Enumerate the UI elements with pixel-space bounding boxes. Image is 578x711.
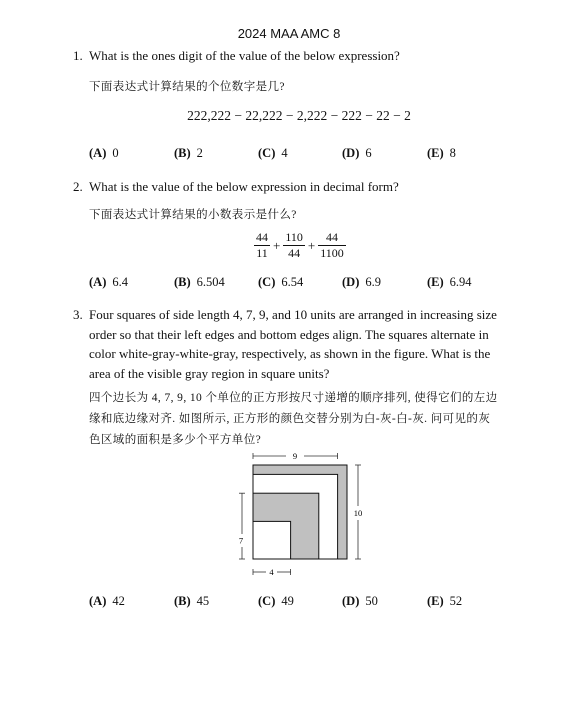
question-1-choices bbox=[0, 146, 578, 164]
question-2-expression: $\frac{44}{11}$ + $\frac{110}{44}$ + $\frac{44}{1100}$ bbox=[256, 230, 344, 260]
label-top: 9 bbox=[292, 451, 298, 461]
choice-b[interactable]: (B) 6.504 bbox=[174, 275, 225, 289]
choice-a[interactable]: (A) 6.4 bbox=[89, 275, 128, 289]
dimension-right bbox=[354, 465, 363, 559]
question-3-chinese: 四个边长为 4, 7, 9, 10 个单位的正方形按尺寸递增的顺序排列, 使得它们的左边 缘和底边缘对齐. 如图所示, 正方形的颜色交替分别为白-灰-白-灰. 问可见的灰 色区域的面积是多少个平方单位? bbox=[89, 392, 498, 446]
question-1-number: 1. bbox=[73, 48, 83, 63]
question-1-text: What is the ones digit of the value of the below expression? bbox=[89, 48, 400, 63]
question-2-text: What is the value of the below expression in decimal form? bbox=[89, 179, 399, 194]
question-2-number: 2. bbox=[73, 179, 83, 194]
label-bottom: 4 bbox=[269, 567, 274, 577]
choice-b[interactable]: (B) 45 bbox=[174, 594, 210, 608]
squares-figure bbox=[230, 448, 370, 584]
label-right: 10 bbox=[353, 508, 363, 518]
fraction-3: $\frac{44}{1100}$ bbox=[320, 230, 344, 260]
choice-a[interactable]: (A) 42 bbox=[89, 594, 125, 608]
choice-c[interactable]: (C) 49 bbox=[258, 594, 294, 608]
choice-e[interactable]: (E) 52 bbox=[427, 594, 463, 608]
choice-d[interactable]: (D) 6 bbox=[342, 146, 372, 160]
choice-d[interactable]: (D) 6.9 bbox=[342, 275, 381, 289]
question-1-chinese: 下面表达式计算结果的个位数字是几? bbox=[89, 81, 285, 93]
dimension-bottom bbox=[253, 567, 291, 577]
choice-e[interactable]: (E) 8 bbox=[427, 146, 456, 160]
question-2-choices bbox=[0, 275, 578, 293]
square-4-white bbox=[253, 521, 291, 559]
fraction-2: $\frac{110}{44}$ bbox=[285, 230, 303, 260]
question-3-choices bbox=[0, 594, 578, 612]
choice-a[interactable]: (A) 0 bbox=[89, 146, 119, 160]
dimension-left bbox=[239, 493, 245, 559]
choice-c[interactable]: (C) 4 bbox=[258, 146, 288, 160]
choice-e[interactable]: (E) 6.94 bbox=[427, 275, 472, 289]
label-left: 7 bbox=[238, 535, 244, 546]
choice-d[interactable]: (D) 50 bbox=[342, 594, 378, 608]
question-1-expression: 222,222 − 22,222 − 2,222 − 222 − 22 − 2 bbox=[187, 108, 411, 123]
question-3-number: 3. bbox=[73, 307, 83, 322]
question-2-chinese: 下面表达式计算结果的小数表示是什么? bbox=[89, 209, 297, 221]
fraction-1: $\frac{44}{11}$ bbox=[256, 230, 268, 260]
dimension-top bbox=[253, 451, 338, 461]
choice-b[interactable]: (B) 2 bbox=[174, 146, 203, 160]
choice-c[interactable]: (C) 6.54 bbox=[258, 275, 304, 289]
question-3-text: Four squares of side length 4, 7, 9, and 10 units are arranged in increasing size order so that their left edges and bottom edges align. The squares alternate in color white-gray-white-gray, respectively, as shown in the figure. What is the area of the visible gray region in square units? bbox=[89, 307, 497, 381]
page-title: 2024 MAA AMC 8 bbox=[237, 26, 341, 41]
